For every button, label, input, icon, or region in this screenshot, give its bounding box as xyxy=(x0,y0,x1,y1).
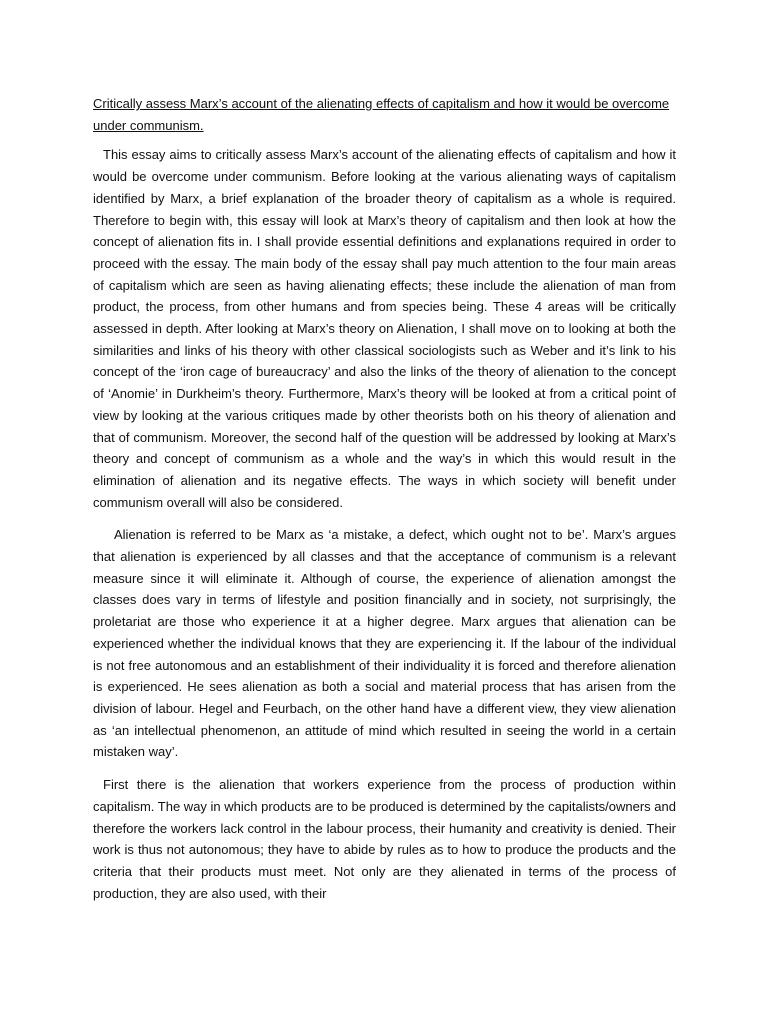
essay-body xyxy=(93,93,676,915)
paragraph-introduction: This essay aims to critically assess Marx’s account of the alienating effects of capitalism and how it would be overcome under communism. Before looking at the various alienating ways of capitalism identified by Marx, a brief explanation of the broader theory of capitalism as a whole is required. Therefore to begin with, this essay will look at Marx’s theory of capitalism and then look at how the concept of alienation fits in. I shall provide essential definitions and explanations required in order to proceed with the essay. The main body of the essay shall pay much attention to the four main areas of capitalism which are seen as having alienating effects; these include the alienation of man from product, the process, from other humans and from species being. These 4 areas will be critically assessed in depth. After looking at Marx’s theory on Alienation, I shall move on to looking at both the similarities and links of his theory with other classical sociologists such as Weber and it’s link to his concept of the ‘iron cage of bureaucracy’ and also the links of the theory of alienation to the concept of ‘Anomie’ in Durkheim’s theory. Furthermore, Marx’s theory will be looked at from a critical point of view by looking at the various critiques made by other theorists both on his theory of alienation and that of communism. Moreover, the second half of the question will be addressed by looking at Marx’s theory and concept of communism as a whole and the way’s in which this would result in the elimination of alienation and its negative effects. The ways in which society will benefit under communism overall will also be considered. xyxy=(93,147,676,510)
essay-title: Critically assess Marx’s account of the alienating effects of capitalism and how it would be overcome under communism. xyxy=(93,96,670,133)
paragraph-alienation-definition: Alienation is referred to be Marx as ‘a mistake, a defect, which ought not to be’. Marx’s argues that alienation is experienced by all classes and that the acceptance of communism is a relevant measure since it will eliminate it. Although of course, the experience of alienation amongst the classes does vary in terms of lifestyle and position financially and in society, not surprisingly, the proletariat are those who experience it at a higher degree. Marx argues that alienation can be experienced whether the individual knows that they are experiencing it. If the labour of the individual is not free autonomous and an establishment of their individuality it is forced and therefore alienation is experienced. He sees alienation as both a social and material process that has arisen from the division of labour. Hegel and Feurbach, on the other hand have a different view, they view alienation as ‘an intellectual phenomenon, an attitude of mind which resulted in seeing the world in a certain mistaken way’. xyxy=(93,527,676,760)
paragraph-process-of-production: First there is the alienation that workers experience from the process of production within capitalism. The way in which products are to be produced is determined by the capitalists/owners and therefore the workers lack control in the labour process, their humanity and creativity is denied. Their work is thus not autonomous; they have to abide by rules as to how to produce the products and the criteria that their products must meet. Not only are they alienated in terms of the process of production, they are also used, with their xyxy=(93,777,676,901)
